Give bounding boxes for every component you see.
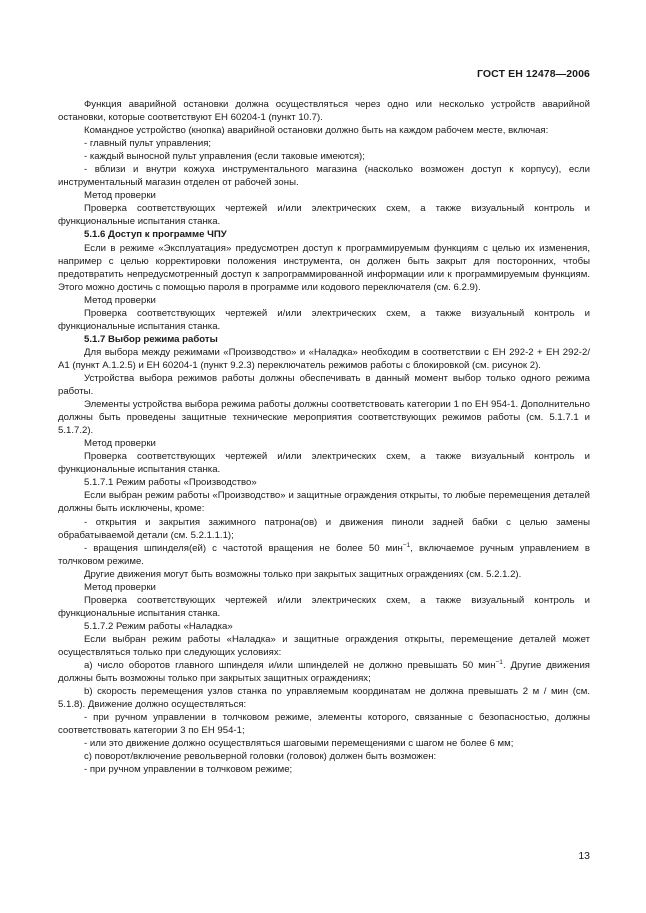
paragraph: b) скорость перемещения узлов станка по управляемым координатам не должна превышать 2 м / мин (см. 5.1.8). Движение должно осуществляться: [58, 686, 590, 711]
paragraph-text: - вращения шпинделя(ей) с частотой вращения не более 50 мин [84, 542, 403, 554]
paragraph: Метод проверки [84, 438, 156, 450]
paragraph: Метод проверки [84, 190, 156, 202]
paragraph: - главный пульт управления; [84, 138, 212, 150]
superscript-exponent: −1 [495, 659, 503, 667]
document-standard-id: ГОСТ ЕН 12478—2006 [477, 68, 590, 80]
section-heading: 5.1.6 Доступ к программе ЧПУ [84, 229, 227, 241]
paragraph: - при ручном управлении в толчковом режиме, элементы которого, связанные с безопасностью, должны соответствовать категории 3 по ЕН 954-1; [58, 712, 590, 737]
paragraph: - или это движение должно осуществляться шаговыми перемещениями с шагом не более 6 мм; [84, 738, 514, 750]
paragraph: Проверка соответствующих чертежей и/или электрических схем, а также визуальный контроль и функциональные испытания станка. [58, 594, 590, 619]
paragraph: Проверка соответствующих чертежей и/или электрических схем, а также визуальный контроль и функциональные испытания станка. [58, 203, 590, 228]
paragraph: Если в режиме «Эксплуатация» предусмотрен доступ к программируемым функциям с целью их изменения, например с целью корректировки положения инструмента, он должен быть закрыт для посторонних, чтобы предотвратить непредусмотренный доступ к запрограммированной информации или к программируемым функциям. Этого можно достичь с помощью пароля в программе или кодового переключателя (см. 6.2.9). [58, 242, 590, 293]
paragraph [58, 542, 590, 568]
paragraph: Метод проверки [84, 294, 156, 306]
paragraph: Если выбран режим работы «Производство» и защитные ограждения открыты, то любые перемещения деталей должны быть исключены, кроме: [58, 490, 590, 515]
superscript-exponent: −1 [402, 541, 411, 549]
page-number: 13 [578, 850, 590, 862]
paragraph: Элементы устройства выбора режима работы должны соответствовать категории 1 по ЕН 954-1. Дополнительно должны быть проведены защитные технические мероприятия соответствующих режимов работы (см. 5.1.7.1 и 5.1.7.2). [58, 399, 590, 437]
paragraph-text: . Другие движения должны быть возможны только при закрытых защитных ограждениях; [58, 660, 590, 685]
paragraph: c) поворот/включение револьверной головки (головок) должен быть возможен: [84, 751, 437, 763]
paragraph: Метод проверки [84, 581, 156, 593]
paragraph: Проверка соответствующих чертежей и/или электрических схем, а также визуальный контроль и функциональные испытания станка. [58, 451, 590, 476]
paragraph: - вблизи и внутри кожуха инструментального магазина (насколько возможен доступ к корпусу), если инструментальный магазин отделен от рабочей зоны. [58, 164, 590, 189]
paragraph-text: , включаемое ручным управлением в толчковом режиме. [58, 542, 590, 567]
paragraph: 5.1.7.1 Режим работы «Производство» [84, 477, 257, 489]
paragraph: - каждый выносной пульт управления (если таковые имеются); [84, 151, 365, 163]
section-heading: 5.1.7 Выбор режима работы [84, 333, 218, 345]
paragraph: 5.1.7.2 Режим работы «Наладка» [84, 620, 233, 632]
paragraph: - при ручном управлении в толчковом режиме; [84, 764, 293, 776]
paragraph: Устройства выбора режимов работы должны обеспечивать в данный момент выбор только одного режима работы. [58, 372, 590, 398]
paragraph [58, 659, 590, 685]
paragraph: - открытия и закрытия зажимного патрона(ов) и движения пиноли задней бабки с целью замены обрабатываемой детали (см. 5.2.1.1.1); [58, 516, 590, 541]
paragraph: Другие движения могут быть возможны только при закрытых защитных ограждениях (см. 5.2.1.2). [84, 568, 522, 580]
paragraph-text: a) число оборотов главного шпинделя и/или шпинделей не должно превышать 50 мин [84, 660, 496, 672]
paragraph: Для выбора между режимами «Производство» и «Наладка» необходим в соответствии с ЕН 292-2 + ЕН 292-2/А1 (пункт А.1.2.5) и ЕН 60204-1 (пункт 9.2.3) переключатель режимов работы с блокировкой (см. рисунок 2). [58, 346, 590, 371]
paragraph: Проверка соответствующих чертежей и/или электрических схем, а также визуальный контроль и функциональные испытания станка. [58, 307, 590, 332]
paragraph: Если выбран режим работы «Наладка» и защитные ограждения открыты, перемещение деталей может осуществляться только при следующих условиях: [58, 633, 590, 658]
document-body [58, 98, 590, 776]
paragraph: Функция аварийной остановки должна осуществляться через одно или несколько устройств аварийной остановки, которые соответствуют ЕН 60204-1 (пункт 10.7). [58, 99, 590, 124]
paragraph: Командное устройство (кнопка) аварийной остановки должно быть на каждом рабочем месте, включая: [84, 125, 549, 137]
